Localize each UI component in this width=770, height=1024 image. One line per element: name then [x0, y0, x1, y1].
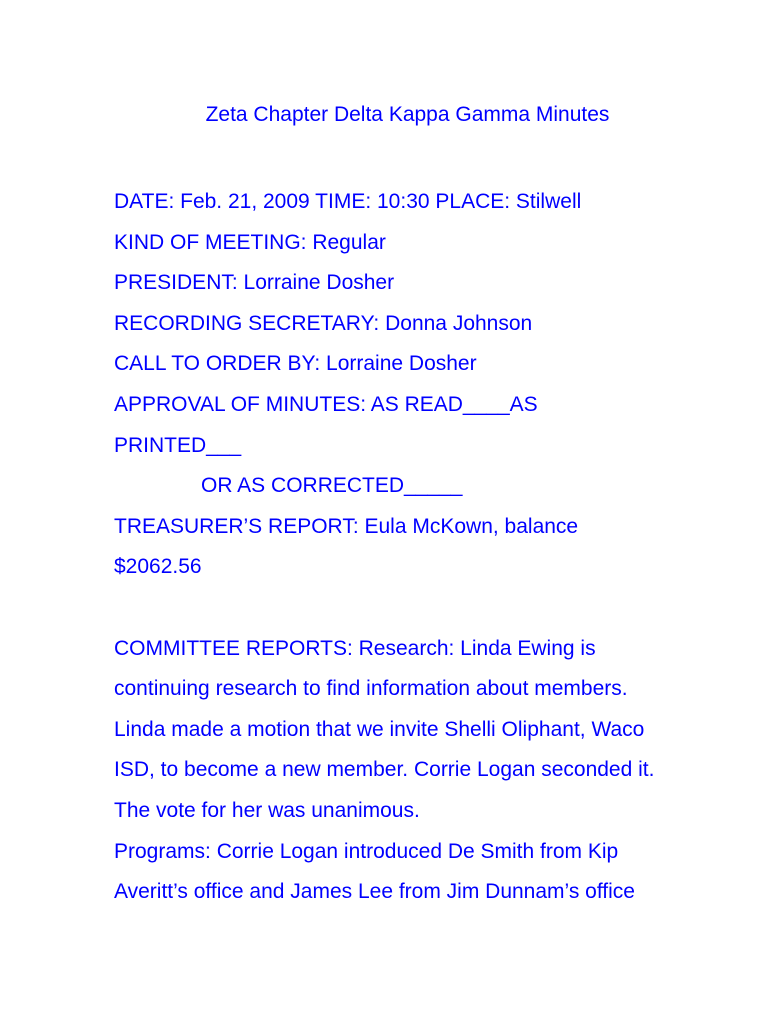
treasurers-balance: $2062.56 [114, 555, 202, 579]
meeting-date-time-place: DATE: Feb. 21, 2009 TIME: 10:30 PLACE: Stilwell [114, 190, 582, 213]
approval-of-minutes-cont: PRINTED___ [114, 433, 242, 457]
committee-reports-line: continuing research to find information about members. [114, 677, 628, 701]
programs-line: Programs: Corrie Logan introduced De Smith from Kip [114, 839, 619, 863]
committee-reports-line: Linda made a motion that we invite Shelli Oliphant, Waco [114, 717, 645, 741]
kind-of-meeting: KIND OF MEETING: Regular [114, 230, 386, 254]
approval-of-minutes: APPROVAL OF MINUTES: AS READ____AS [114, 392, 538, 416]
programs-line: Averitt’s office and James Lee from Jim Dunnam’s office [114, 880, 635, 904]
committee-reports-line: COMMITTEE REPORTS: Research: Linda Ewing is [114, 636, 596, 660]
paragraph-gap [114, 588, 734, 629]
committee-reports-line: The vote for her was unanimous. [114, 798, 420, 822]
approval-corrected: OR AS CORRECTED_____ [201, 474, 463, 498]
committee-reports-line: ISD, to become a new member. Corrie Logan seconded it. [114, 758, 655, 782]
recording-secretary: RECORDING SECRETARY: Donna Johnson [114, 311, 533, 335]
minutes-body [114, 182, 734, 913]
treasurers-report: TREASURER’S REPORT: Eula McKown, balance [114, 514, 579, 538]
call-to-order: CALL TO ORDER BY: Lorraine Dosher [114, 352, 477, 376]
president: PRESIDENT: Lorraine Dosher [114, 271, 395, 295]
document-title: Zeta Chapter Delta Kappa Gamma Minutes [205, 103, 610, 126]
